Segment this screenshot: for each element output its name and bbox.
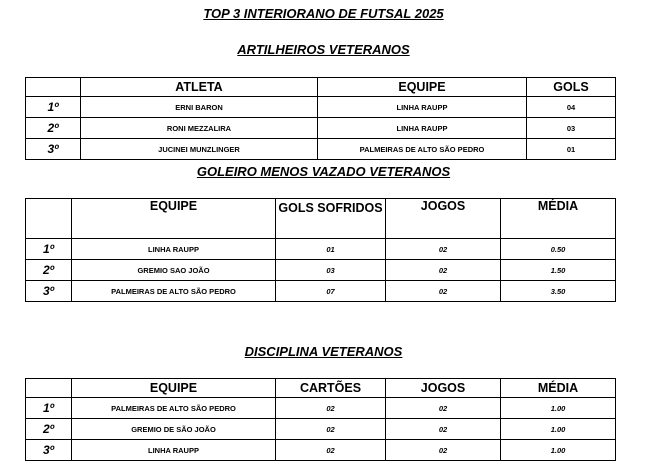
table-row: [26, 97, 616, 118]
cards-cell: 02: [276, 419, 386, 440]
header-games: JOGOS: [386, 379, 501, 398]
table-row: [26, 440, 616, 461]
header-goals-conceded: GOLS SOFRIDOS: [276, 199, 386, 239]
games-cell: 02: [386, 260, 501, 281]
table-row: [26, 260, 616, 281]
average-cell: 3.50: [501, 281, 616, 302]
table-row: [26, 239, 616, 260]
athlete-cell: JUCINEI MUNZLINGER: [81, 139, 318, 160]
table-header-row: [26, 379, 616, 398]
header-rank: [26, 199, 72, 239]
average-cell: 1.50: [501, 260, 616, 281]
cards-cell: 02: [276, 398, 386, 419]
games-cell: 02: [386, 440, 501, 461]
scorers-title: ARTILHEIROS VETERANOS: [237, 42, 410, 57]
table-row: [26, 419, 616, 440]
athlete-cell: RONI MEZZALIRA: [81, 118, 318, 139]
header-rank: [26, 379, 72, 398]
header-team: EQUIPE: [72, 199, 276, 239]
games-cell: 02: [386, 419, 501, 440]
header-athlete: ATLETA: [81, 78, 318, 97]
header-average: MÉDIA: [501, 199, 616, 239]
average-cell: 1.00: [501, 398, 616, 419]
rank-cell: 1º: [26, 97, 81, 118]
table-header-row: [26, 78, 616, 97]
team-cell: LINHA RAUPP: [72, 239, 276, 260]
goalkeeper-table: [25, 198, 616, 302]
table-row: [26, 281, 616, 302]
scorers-table: [25, 77, 616, 160]
rank-cell: 2º: [26, 260, 72, 281]
team-cell: LINHA RAUPP: [318, 118, 527, 139]
cards-cell: 02: [276, 440, 386, 461]
header-rank: [26, 78, 81, 97]
header-team: EQUIPE: [72, 379, 276, 398]
team-cell: PALMEIRAS DE ALTO SÃO PEDRO: [318, 139, 527, 160]
rank-cell: 3º: [26, 139, 81, 160]
team-cell: PALMEIRAS DE ALTO SÃO PEDRO: [72, 281, 276, 302]
table-row: [26, 398, 616, 419]
average-cell: 0.50: [501, 239, 616, 260]
conceded-cell: 01: [276, 239, 386, 260]
header-goals: GOLS: [527, 78, 616, 97]
page-title: TOP 3 INTERIORANO DE FUTSAL 2025: [203, 6, 444, 21]
rank-cell: 3º: [26, 281, 72, 302]
table-row: [26, 139, 616, 160]
average-cell: 1.00: [501, 419, 616, 440]
rank-cell: 1º: [26, 239, 72, 260]
team-cell: GREMIO SAO JOÃO: [72, 260, 276, 281]
header-team: EQUIPE: [318, 78, 527, 97]
games-cell: 02: [386, 239, 501, 260]
table-row: [26, 118, 616, 139]
conceded-cell: 03: [276, 260, 386, 281]
conceded-cell: 07: [276, 281, 386, 302]
header-games: JOGOS: [386, 199, 501, 239]
rank-cell: 1º: [26, 398, 72, 419]
team-cell: GREMIO DE SÃO JOÃO: [72, 419, 276, 440]
games-cell: 02: [386, 398, 501, 419]
games-cell: 02: [386, 281, 501, 302]
table-header-row: [26, 199, 616, 239]
discipline-title: DISCIPLINA VETERANOS: [244, 344, 403, 359]
athlete-cell: ERNI BARON: [81, 97, 318, 118]
discipline-table: [25, 378, 616, 461]
rank-cell: 2º: [26, 118, 81, 139]
goals-cell: 04: [527, 97, 616, 118]
header-average: MÉDIA: [501, 379, 616, 398]
rank-cell: 2º: [26, 419, 72, 440]
team-cell: LINHA RAUPP: [318, 97, 527, 118]
team-cell: LINHA RAUPP: [72, 440, 276, 461]
average-cell: 1.00: [501, 440, 616, 461]
goals-cell: 03: [527, 118, 616, 139]
rank-cell: 3º: [26, 440, 72, 461]
header-cards: CARTÕES: [276, 379, 386, 398]
team-cell: PALMEIRAS DE ALTO SÃO PEDRO: [72, 398, 276, 419]
goals-cell: 01: [527, 139, 616, 160]
goalkeeper-title: GOLEIRO MENOS VAZADO VETERANOS: [196, 164, 451, 179]
